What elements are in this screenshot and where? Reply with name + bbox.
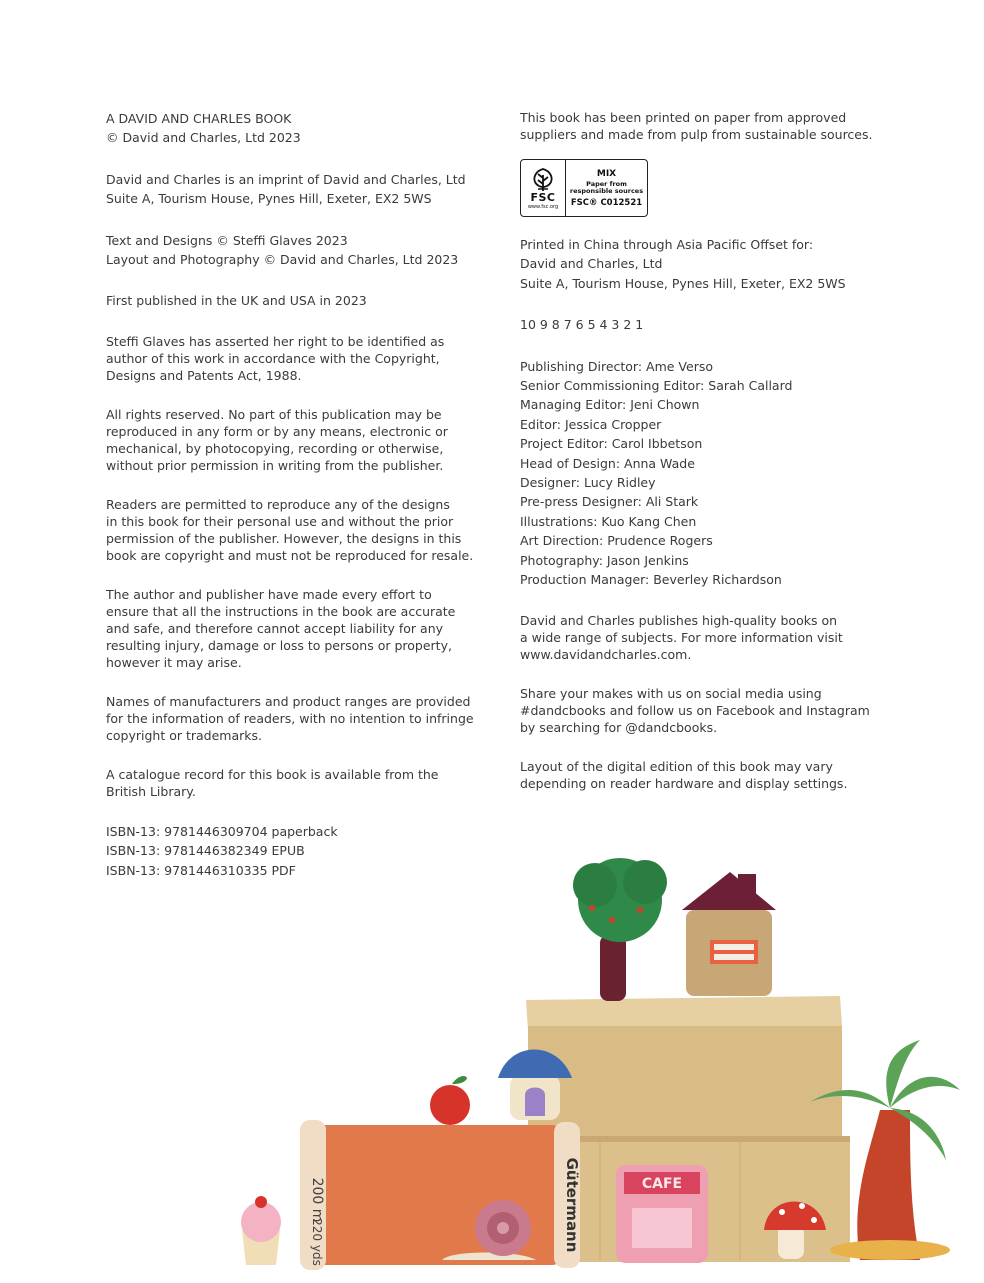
credit-line: Pre-press Designer: Ali Stark: [520, 494, 699, 510]
crochet-photo: [220, 840, 970, 1280]
social-block: [520, 685, 880, 736]
fsc-mark: FSC: [530, 190, 556, 204]
credit-line: Project Editor: Carol Ibbetson: [520, 436, 703, 452]
copyright-column-right: [520, 109, 880, 814]
fsc-code: FSC® C012521: [570, 197, 643, 208]
first-published-block: [106, 291, 476, 310]
catalogue-block: [106, 766, 476, 800]
printed-line: Printed in China through Asia Pacific Offset for:: [520, 237, 814, 252]
first-published-line: First published in the UK and USA in 2023: [106, 293, 367, 309]
credit-line: Photography: Jason Jenkins: [520, 552, 689, 568]
credit-line: Publishing Director: Ame Verso: [520, 358, 713, 374]
fsc-tree-icon: [528, 167, 558, 193]
crochet-cafe: [616, 1165, 708, 1263]
copyright-column-left: [106, 109, 476, 902]
credit-line: Art Direction: Prudence Rogers: [520, 533, 713, 549]
isbn-pdf: ISBN-13: 9781446310335 PDF: [106, 862, 296, 878]
credit-line: Managing Editor: Jeni Chown: [520, 397, 700, 413]
copyright-line: © David and Charles, Ltd 2023: [106, 130, 301, 146]
paper-source-line: This book has been printed on paper from approved: [520, 110, 847, 125]
fsc-sub-line: Paper from: [586, 179, 627, 188]
copyrights-block: [106, 231, 476, 270]
spool-yards-label: 220 yds: [310, 1218, 324, 1266]
fsc-site: www.fsc.org: [527, 203, 559, 210]
manufacturers-block: [106, 693, 476, 744]
text-copyright: Text and Designs © Steffi Glaves 2023: [106, 232, 348, 248]
credit-line: Designer: Lucy Ridley: [520, 475, 656, 491]
thread-spool: [300, 1120, 581, 1270]
moral-rights-line: Steffi Glaves has asserted her right to be identified as: [106, 333, 445, 349]
print-line-block: [520, 315, 880, 334]
about-line: David and Charles publishes high-quality books on: [520, 612, 838, 628]
manufacturers-line: copyright or trademarks.: [106, 727, 262, 743]
digital-edition-block: [520, 758, 880, 792]
spool-length-label: 200 m: [309, 1177, 325, 1223]
liability-line: The author and publisher have made every effort to: [106, 586, 432, 602]
credit-line: Editor: Jessica Cropper: [520, 416, 662, 432]
social-line: #dandcbooks and follow us on Facebook and Instagram: [520, 702, 870, 718]
about-block: [520, 612, 880, 663]
catalogue-line: British Library.: [106, 783, 196, 799]
all-rights-line: without prior permission in writing from the publisher.: [106, 457, 444, 473]
fsc-mix: MIX: [596, 168, 617, 179]
crochet-house: [682, 872, 776, 996]
fsc-sub-line: responsible sources: [569, 187, 644, 195]
fsc-label-panel: [566, 160, 647, 216]
about-line: a wide range of subjects. For more information visit: [520, 629, 843, 645]
publisher-block: [106, 170, 476, 209]
credit-line: Head of Design: Anna Wade: [520, 455, 695, 471]
printed-line: David and Charles, Ltd: [520, 256, 663, 272]
publisher-line: David and Charles is an imprint of David and Charles, Ltd: [106, 171, 466, 187]
publisher-address: Suite A, Tourism House, Pynes Hill, Exeter, EX2 5WS: [106, 191, 432, 207]
about-line: www.davidandcharles.com.: [520, 646, 692, 662]
layout-copyright: Layout and Photography © David and Charles, Ltd 2023: [106, 252, 459, 268]
readers-permitted-block: [106, 496, 476, 564]
imprint-block: [106, 109, 476, 148]
all-rights-line: mechanical, by photocopying, recording or otherwise,: [106, 440, 444, 456]
social-line: Share your makes with us on social media using: [520, 685, 822, 701]
credit-line: Senior Commissioning Editor: Sarah Callard: [520, 378, 793, 394]
fsc-sub: [570, 181, 643, 196]
liability-line: ensure that all the instructions in the book are accurate: [106, 603, 456, 619]
crochet-apple: [430, 1076, 470, 1125]
printed-block: [520, 235, 880, 293]
readers-permitted-line: in this book for their personal use and without the prior: [106, 513, 454, 529]
crochet-tree: [573, 858, 667, 1001]
credit-line: Illustrations: Kuo Kang Chen: [520, 513, 697, 529]
credit-line: Production Manager: Beverley Richardson: [520, 572, 782, 588]
social-line: by searching for @dandcbooks.: [520, 719, 718, 735]
manufacturers-line: Names of manufacturers and product ranges are provided: [106, 693, 471, 709]
manufacturers-line: for the information of readers, with no intention to infringe: [106, 710, 474, 726]
liability-block: [106, 586, 476, 671]
readers-permitted-line: Readers are permitted to reproduce any of the designs: [106, 496, 450, 512]
moral-rights-block: [106, 333, 476, 384]
imprint-line: A DAVID AND CHARLES BOOK: [106, 111, 292, 126]
paper-source-block: [520, 109, 880, 143]
readers-permitted-line: permission of the publisher. However, the designs in this: [106, 530, 462, 546]
printed-line: Suite A, Tourism House, Pynes Hill, Exeter, EX2 5WS: [520, 275, 846, 291]
digital-edition-line: Layout of the digital edition of this book may vary: [520, 758, 833, 774]
digital-edition-line: depending on reader hardware and display settings.: [520, 775, 848, 791]
all-rights-block: [106, 406, 476, 474]
readers-permitted-line: book are copyright and must not be reproduced for resale.: [106, 547, 474, 563]
fsc-logo: [520, 159, 648, 217]
cafe-sign: CAFE: [641, 1176, 683, 1192]
isbn-epub: ISBN-13: 9781446382349 EPUB: [106, 843, 305, 859]
isbn-paperback: ISBN-13: 9781446309704 paperback: [106, 823, 338, 839]
all-rights-line: All rights reserved. No part of this publication may be: [106, 406, 442, 422]
liability-line: however it may arise.: [106, 654, 242, 670]
moral-rights-line: Designs and Patents Act, 1988.: [106, 367, 302, 383]
liability-line: resulting injury, damage or loss to persons or property,: [106, 637, 452, 653]
catalogue-line: A catalogue record for this book is available from the: [106, 766, 439, 782]
crochet-cupcake: [241, 1196, 281, 1265]
all-rights-line: reproduced in any form or by any means, electronic or: [106, 423, 448, 439]
fsc-tree-panel: [521, 160, 566, 216]
liability-line: and safe, and therefore cannot accept liability for any: [106, 620, 444, 636]
moral-rights-line: author of this work in accordance with the Copyright,: [106, 350, 440, 366]
spool-brand-label: Gütermann: [563, 1157, 581, 1253]
print-run-line: 10 9 8 7 6 5 4 3 2 1: [520, 317, 644, 333]
paper-source-line: suppliers and made from pulp from sustainable sources.: [520, 127, 873, 142]
credits-block: [520, 357, 880, 590]
